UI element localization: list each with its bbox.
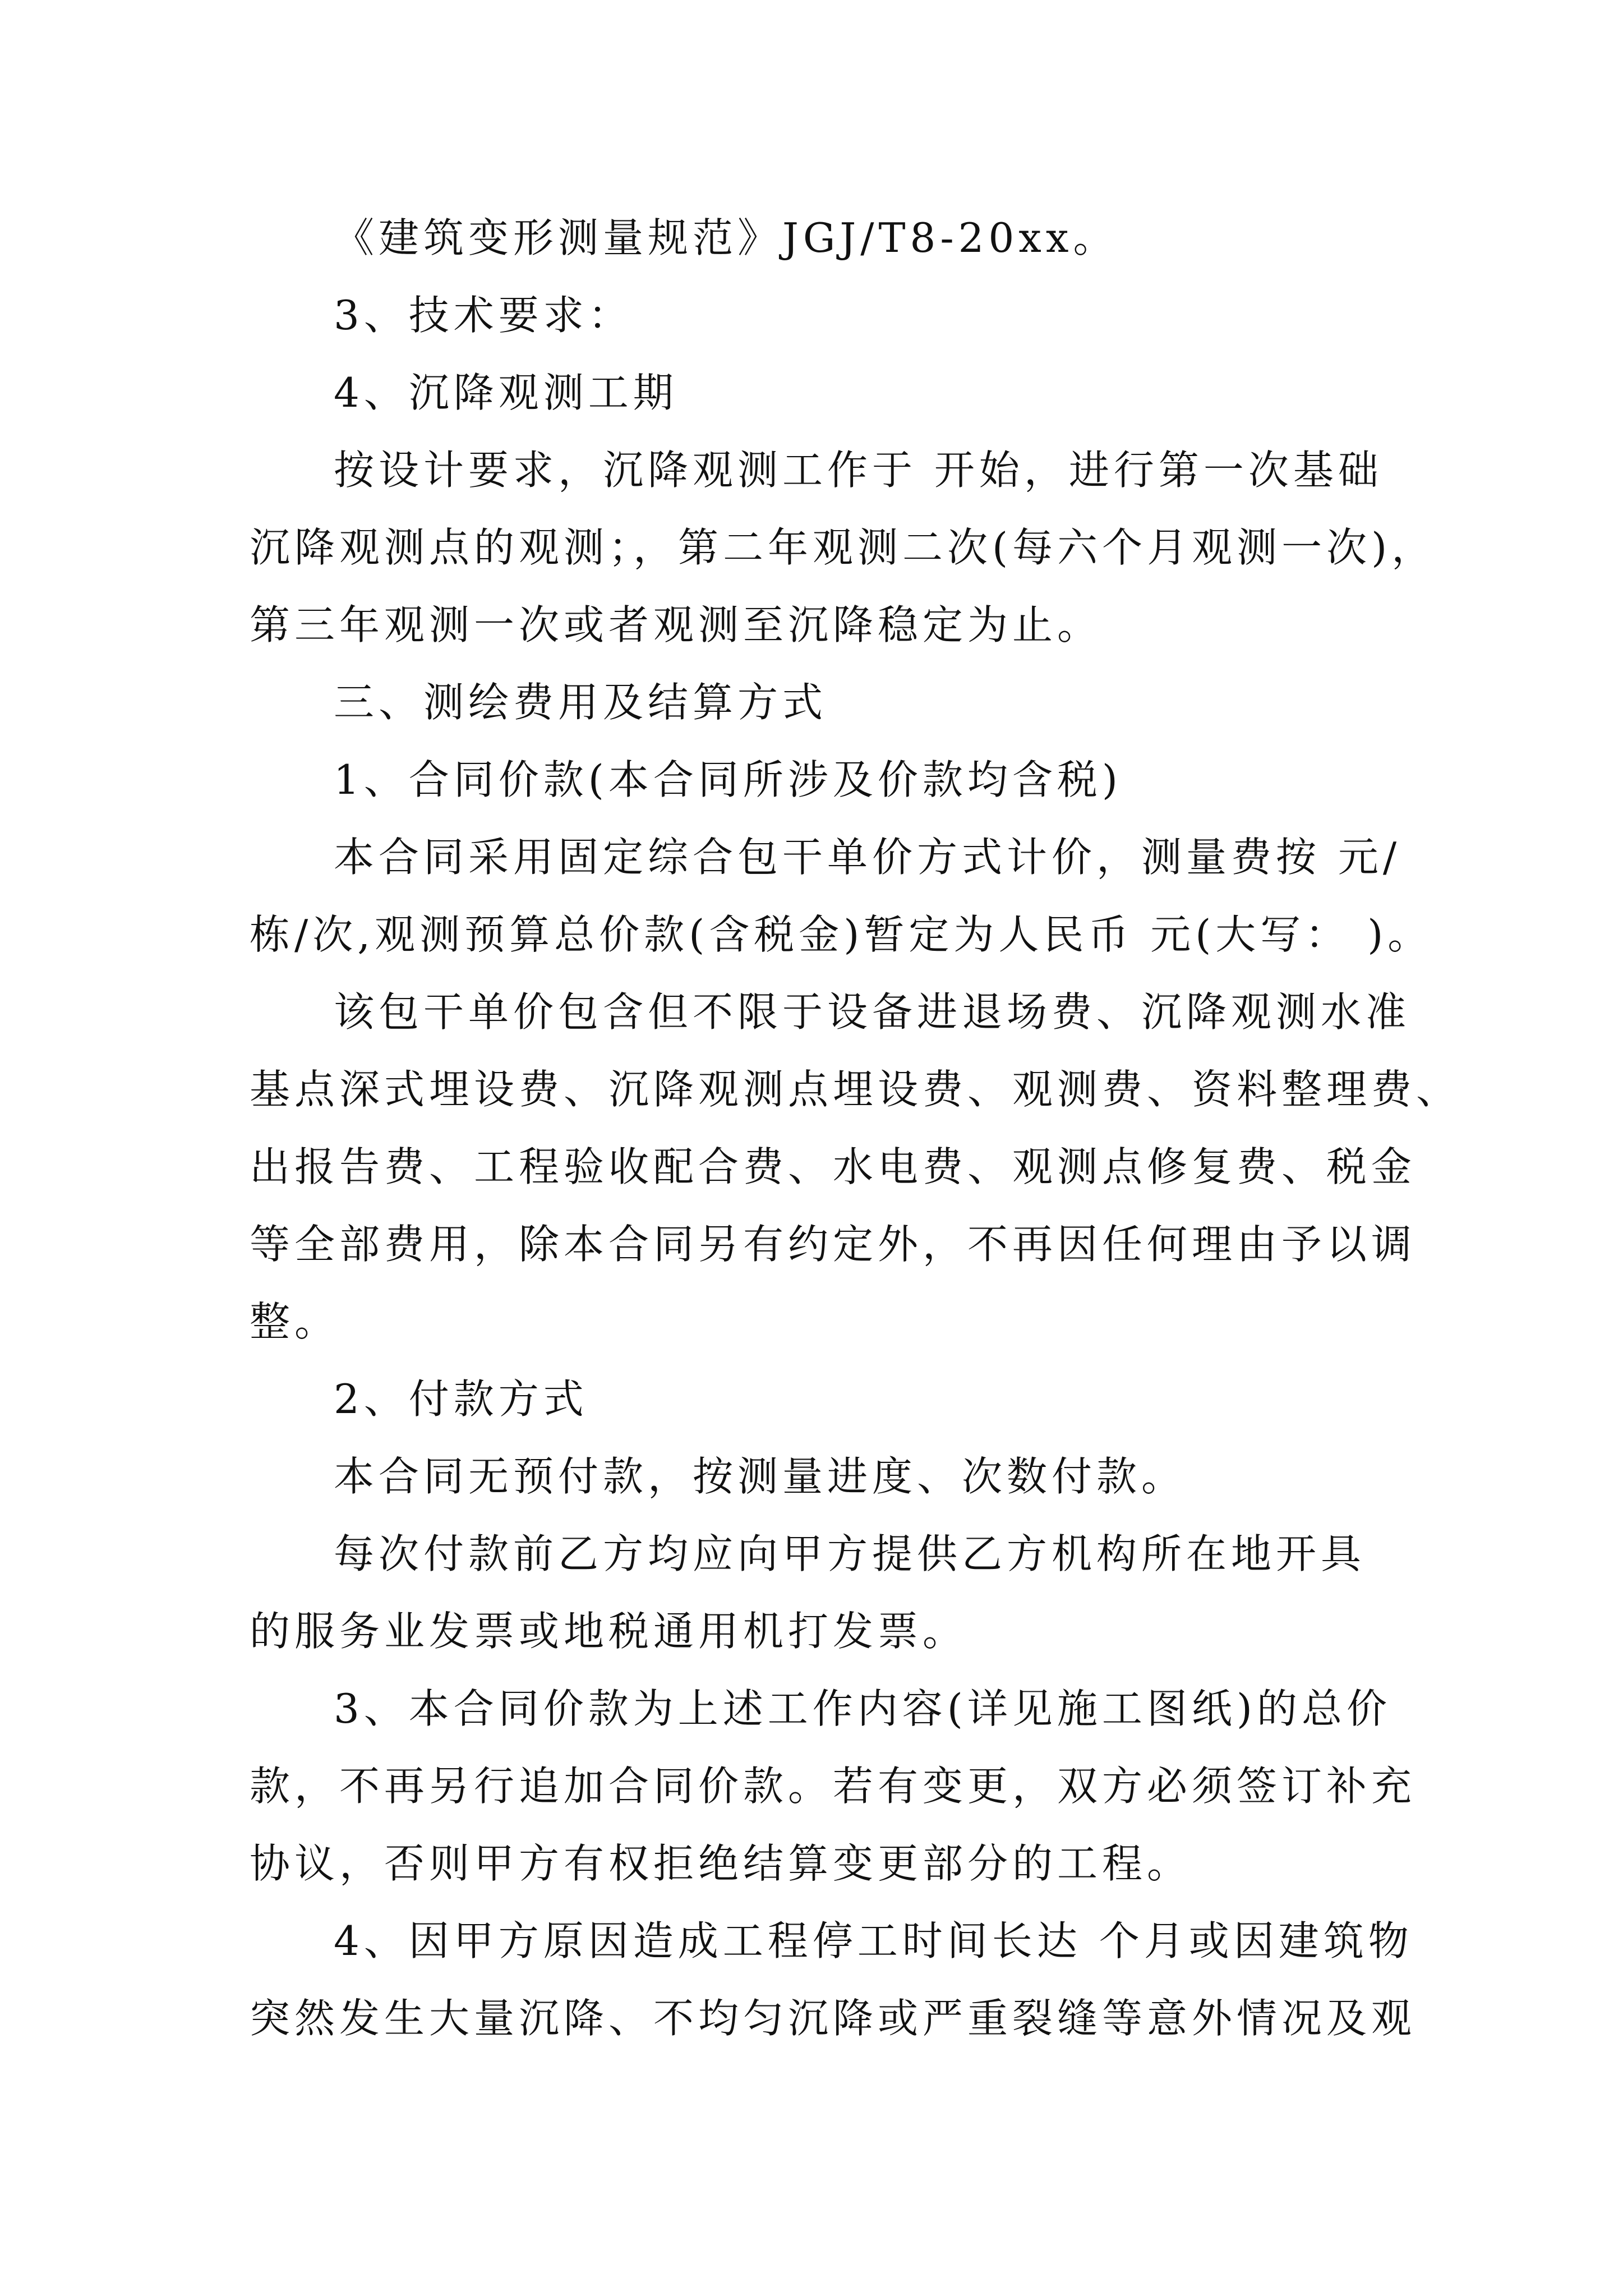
section-heading: 三、测绘费用及结算方式	[334, 679, 828, 726]
text-line: 该包干单价包含但不限于设备进退场费、沉降观测水准	[334, 988, 1411, 1036]
document-body	[250, 199, 1461, 2057]
text-line: 《建筑变形测量规范》JGJ/T8-20xx。	[334, 214, 1118, 261]
text-line: 本合同无预付款，按测量进度、次数付款。	[334, 1453, 1187, 1500]
text-line: 的服务业发票或地税通用机打发票。	[250, 1608, 968, 1655]
text-line: 突然发生大量沉降、不均匀沉降或严重裂缝等意外情况及观	[250, 1995, 1417, 2042]
text-line: 款，不再另行追加合同价款。若有变更，双方必须签订补充	[250, 1763, 1417, 1810]
text-line: 本合同采用固定综合包干单价方式计价，测量费按 元/	[334, 834, 1401, 881]
text-line: 每次付款前乙方均应向甲方提供乙方机构所在地开具	[334, 1530, 1366, 1577]
text-line: 1、合同价款(本合同所涉及价款均含税)	[334, 756, 1122, 803]
text-line: 整。	[250, 1298, 340, 1345]
text-line: 3、技术要求：	[334, 292, 633, 339]
text-line: 栋/次,观测预算总价款(含税金)暂定为人民币 元(大写： )。	[250, 911, 1433, 958]
text-line: 出报告费、工程验收配合费、水电费、观测点修复费、税金	[250, 1143, 1417, 1190]
text-line: 按设计要求，沉降观测工作于 开始，进行第一次基础	[334, 447, 1383, 494]
text-line: 4、沉降观测工期	[334, 369, 678, 416]
text-line: 第三年观测一次或者观测至沉降稳定为止。	[250, 601, 1103, 648]
text-line: 2、付款方式	[334, 1375, 588, 1423]
text-line: 沉降观测点的观测；，第二年观测二次(每六个月观测一次)，	[250, 524, 1437, 571]
text-line: 等全部费用，除本合同另有约定外，不再因任何理由予以调	[250, 1221, 1417, 1268]
text-line: 4、因甲方原因造成工程停工时间长达 个月或因建筑物	[334, 1917, 1413, 1964]
text-line: 3、本合同价款为上述工作内容(详见施工图纸)的总价	[334, 1685, 1391, 1732]
text-line: 基点深式埋设费、沉降观测点埋设费、观测费、资料整理费、	[250, 1066, 1461, 1113]
text-line: 协议，否则甲方有权拒绝结算变更部分的工程。	[250, 1840, 1192, 1887]
